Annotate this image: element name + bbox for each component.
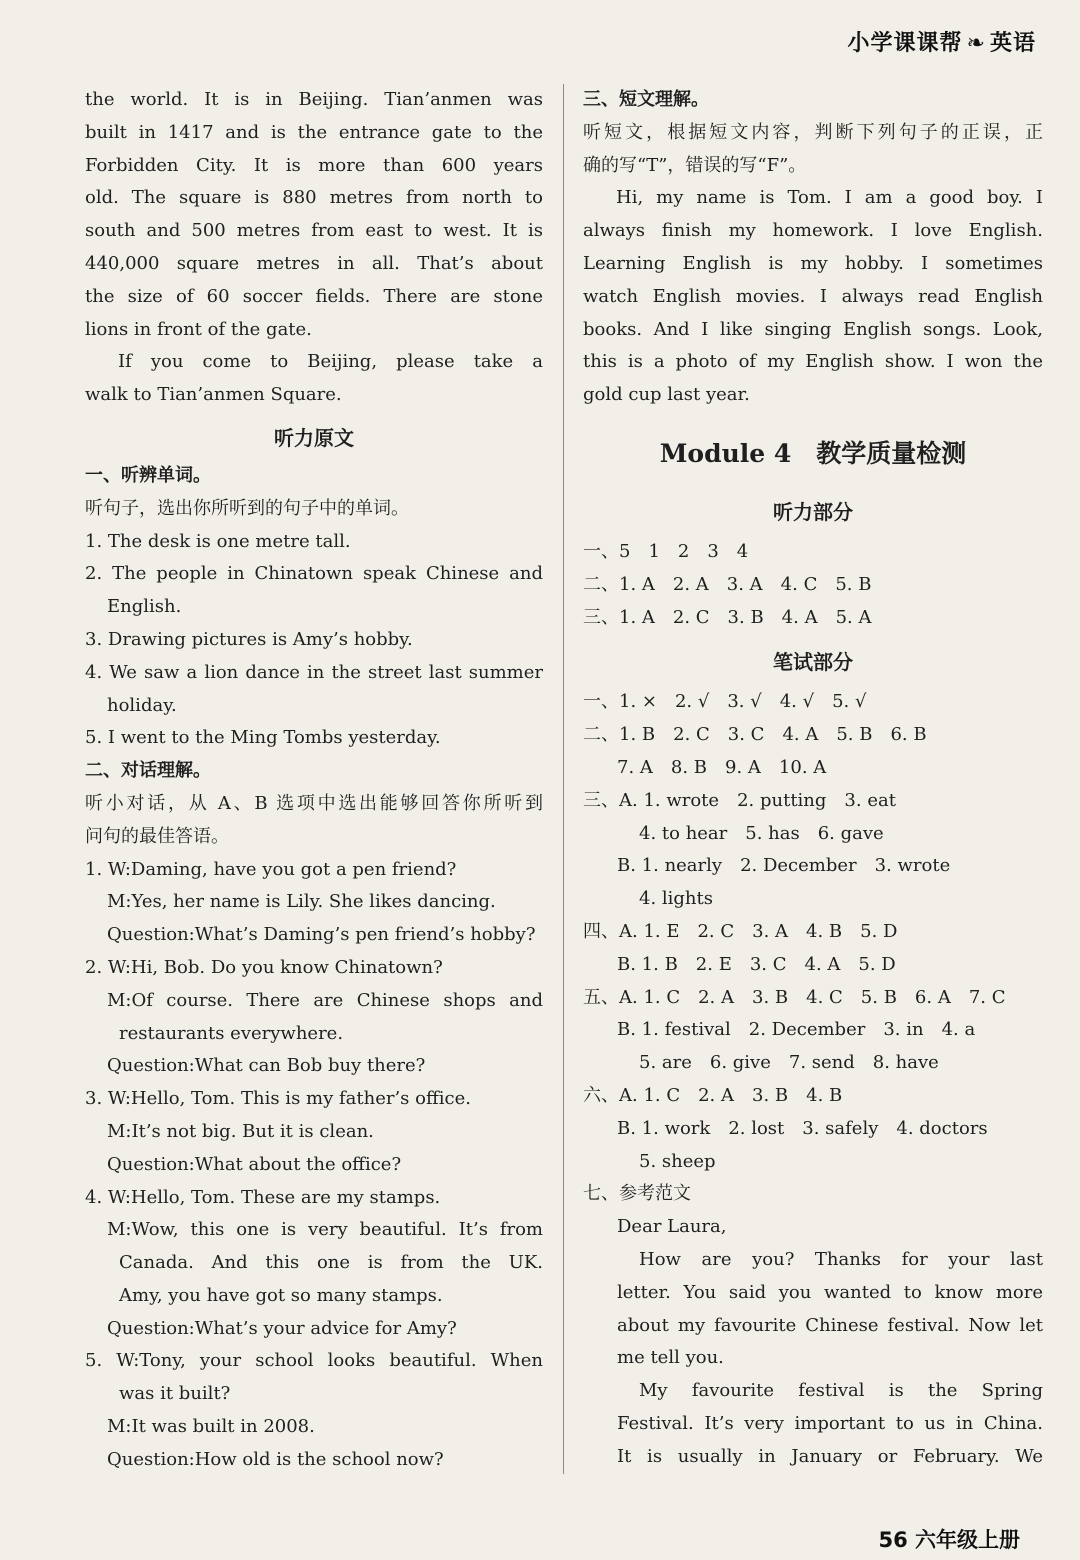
- part2-instruction: 问句的最佳答语。: [85, 825, 229, 847]
- brand-title: 小学课课帮: [847, 31, 963, 56]
- dialogue-line: Canada. And this one is from the UK.: [119, 1252, 543, 1274]
- dialogue-line: 3. W:Hello, Tom. This is my father’s office.: [85, 1088, 471, 1110]
- answer-line: B. 1. B 2. E 3. C 4. A 5. D: [617, 953, 896, 975]
- header-brand: [848, 26, 1036, 57]
- answer-line: B. 1. festival 2. December 3. in 4. a: [617, 1019, 976, 1041]
- page-footer: [878, 1524, 1020, 1554]
- part3-instruction: 听短文，根据短文内容，判断下列句子的正误，正: [583, 121, 1043, 143]
- passage-line: the size of 60 soccer fields. There are stone: [85, 285, 543, 307]
- passage-line: Learning English is my hobby. I sometimes: [583, 252, 1043, 274]
- answer-line: B. 1. work 2. lost 3. safely 4. doctors: [617, 1117, 988, 1139]
- answer-line: 5. are 6. give 7. send 8. have: [639, 1052, 939, 1074]
- answer-line: 七、参考范文: [583, 1183, 691, 1205]
- passage-line: this is a photo of my English show. I won the: [583, 351, 1043, 373]
- listening-title: 听力部分: [773, 499, 853, 524]
- dialogue-line: Question:What can Bob buy there?: [107, 1055, 426, 1077]
- letter-line: How are you? Thanks for your last: [639, 1248, 1043, 1270]
- leaf-icon: ❧: [966, 31, 986, 56]
- passage-line: gold cup last year.: [583, 384, 750, 406]
- answer-line: 4. lights: [639, 888, 713, 910]
- writing-title: 笔试部分: [773, 650, 853, 675]
- passage-line: south and 500 metres from east to west. It is: [85, 220, 543, 242]
- page-number: 56: [878, 1528, 908, 1552]
- dialogue-line: M:It was built in 2008.: [107, 1416, 315, 1438]
- letter-line: about my favourite Chinese festival. Now let: [617, 1314, 1043, 1336]
- answer-line: 5. sheep: [639, 1150, 716, 1172]
- passage-line: old. The square is 880 metres from north to: [85, 187, 543, 209]
- grade-label: 六年级上册: [915, 1528, 1020, 1552]
- passage-line: lions in front of the gate.: [85, 318, 312, 340]
- dialogue-line: 1. W:Daming, have you got a pen friend?: [85, 858, 457, 880]
- letter-line: It is usually in January or February. We: [617, 1445, 1043, 1467]
- letter-line: Dear Laura,: [617, 1216, 727, 1238]
- answer-line: 二、1. A 2. A 3. A 4. C 5. B: [583, 573, 872, 595]
- list-item: 3. Drawing pictures is Amy’s hobby.: [85, 628, 413, 650]
- passage-line: Hi, my name is Tom. I am a good boy. I: [616, 187, 1043, 209]
- answer-line: 一、1. × 2. √ 3. √ 4. √ 5. √: [583, 691, 867, 713]
- passage-line: watch English movies. I always read English: [583, 285, 1043, 307]
- passage-line: built in 1417 and is the entrance gate to the: [85, 121, 543, 143]
- column-divider: [563, 84, 564, 1474]
- answer-line: 一、5 1 2 3 4: [583, 540, 749, 562]
- list-item: 4. We saw a lion dance in the street last summer: [85, 661, 543, 683]
- list-item: 2. The people in Chinatown speak Chinese and: [85, 563, 543, 585]
- right-column: [583, 84, 1043, 1473]
- letter-line: My favourite festival is the Spring: [639, 1380, 1043, 1402]
- list-item: holiday.: [107, 694, 177, 716]
- list-item: 1. The desk is one metre tall.: [85, 530, 351, 552]
- passage-line: always finish my homework. I love English.: [583, 220, 1043, 242]
- passage-line: books. And I like singing English songs. Look,: [583, 318, 1043, 340]
- answer-line: 四、A. 1. E 2. C 3. A 4. B 5. D: [583, 920, 898, 942]
- brand-subject: 英语: [989, 31, 1036, 56]
- dialogue-line: 4. W:Hello, Tom. These are my stamps.: [85, 1186, 441, 1208]
- part1-instruction: 听句子，选出你所听到的句子中的单词。: [85, 497, 409, 519]
- list-item: English.: [107, 596, 182, 618]
- list-item: 5. I went to the Ming Tombs yesterday.: [85, 727, 441, 749]
- part1-heading: 一、听辨单词。: [85, 464, 211, 486]
- dialogue-line: M:Yes, her name is Lily. She likes dancing.: [107, 891, 496, 913]
- answer-line: 7. A 8. B 9. A 10. A: [617, 756, 827, 778]
- dialogue-line: was it built?: [119, 1383, 231, 1405]
- dialogue-line: 5. W:Tony, your school looks beautiful. When: [85, 1350, 543, 1372]
- answer-line: 二、1. B 2. C 3. C 4. A 5. B 6. B: [583, 724, 927, 746]
- answer-line: 三、A. 1. wrote 2. putting 3. eat: [583, 789, 896, 811]
- part2-heading: 二、对话理解。: [85, 760, 211, 782]
- letter-line: letter. You said you wanted to know more: [617, 1281, 1043, 1303]
- passage-line: walk to Tian’anmen Square.: [85, 384, 342, 406]
- answer-line: B. 1. nearly 2. December 3. wrote: [617, 855, 951, 877]
- part3-heading: 三、短文理解。: [583, 89, 709, 110]
- left-column: [85, 84, 543, 1477]
- dialogue-line: Question:What’s your advice for Amy?: [107, 1317, 457, 1339]
- passage-line: the world. It is in Beijing. Tian’anmen was: [85, 89, 543, 110]
- dialogue-line: Amy, you have got so many stamps.: [119, 1284, 443, 1306]
- dialogue-line: M:It’s not big. But it is clean.: [107, 1120, 374, 1142]
- dialogue-line: M:Wow, this one is very beautiful. It’s from: [107, 1219, 543, 1241]
- dialogue-line: restaurants everywhere.: [119, 1022, 344, 1044]
- part3-instruction: 确的写“T”，错误的写“F”。: [583, 154, 807, 176]
- answer-line: 五、A. 1. C 2. A 3. B 4. C 5. B 6. A 7. C: [583, 986, 1006, 1008]
- module-title: Module 4 教学质量检测: [659, 438, 967, 468]
- answer-line: 六、A. 1. C 2. A 3. B 4. B: [583, 1084, 843, 1106]
- dialogue-line: M:Of course. There are Chinese shops and: [107, 989, 543, 1011]
- letter-line: me tell you.: [617, 1347, 724, 1369]
- answer-line: 三、1. A 2. C 3. B 4. A 5. A: [583, 606, 872, 628]
- section-title: 听力原文: [274, 425, 354, 450]
- letter-line: Festival. It’s very important to us in China.: [617, 1412, 1043, 1434]
- passage-line: Forbidden City. It is more than 600 years: [85, 154, 543, 176]
- dialogue-line: Question:How old is the school now?: [107, 1448, 444, 1470]
- dialogue-line: 2. W:Hi, Bob. Do you know Chinatown?: [85, 956, 443, 978]
- dialogue-line: Question:What about the office?: [107, 1153, 402, 1175]
- answer-line: 4. to hear 5. has 6. gave: [639, 822, 884, 844]
- passage-line: If you come to Beijing, please take a: [118, 351, 543, 373]
- passage-line: 440,000 square metres in all. That’s about: [85, 252, 543, 274]
- dialogue-line: Question:What’s Daming’s pen friend’s hobby?: [107, 924, 536, 946]
- part2-instruction: 听小对话，从 A、B 选项中选出能够回答你所听到: [85, 792, 543, 814]
